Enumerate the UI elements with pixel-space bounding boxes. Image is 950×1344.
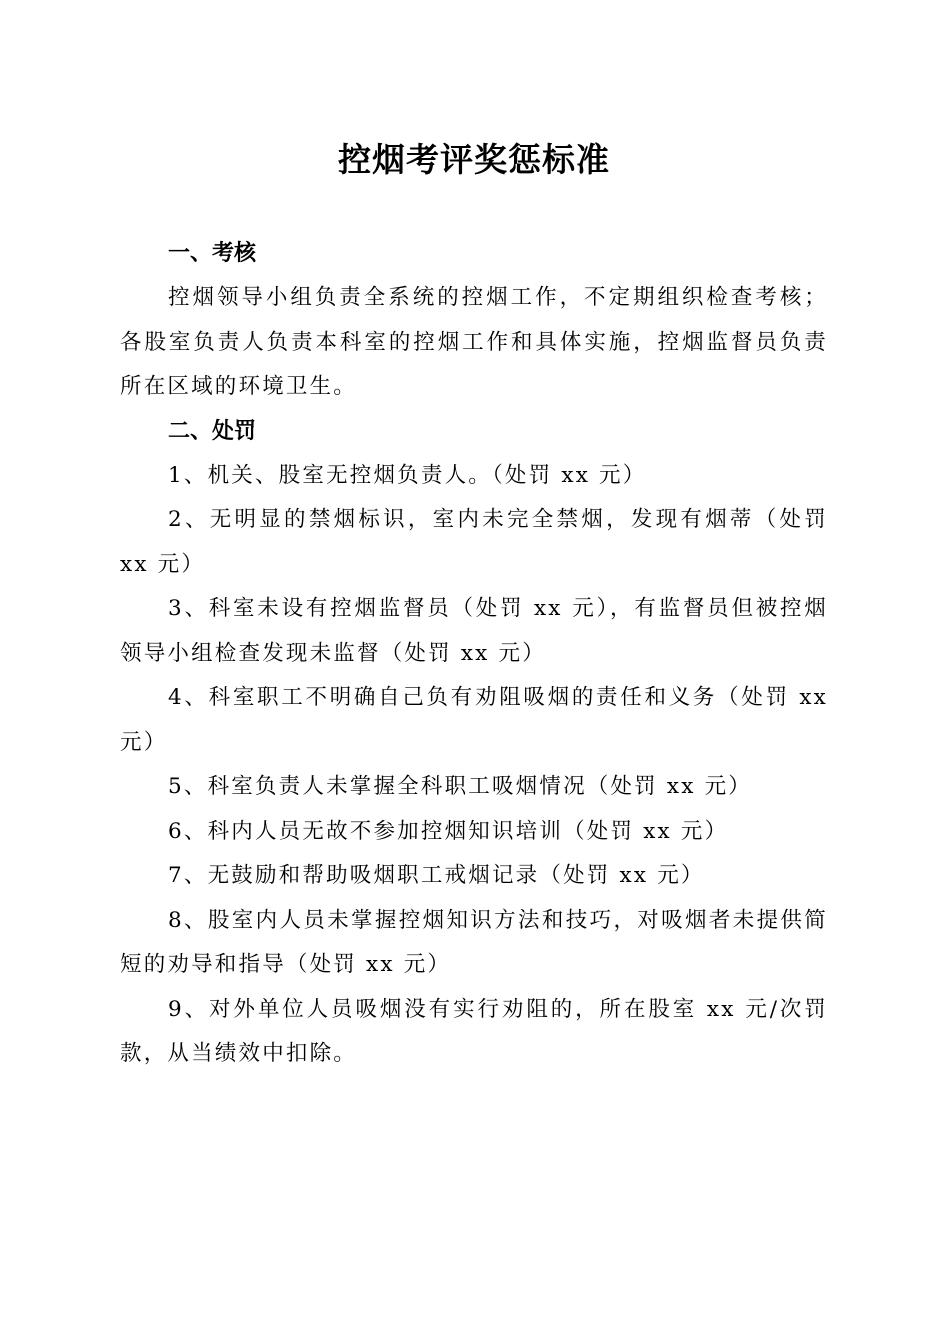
penalty-item-5: 5、科室负责人未掌握全科职工吸烟情况（处罚 xx 元） [168,774,753,799]
section-heading-penalty: 二、处罚 [168,418,257,444]
penalty-item-8: 8、股室内人员未掌握控烟知识方法和技巧，对吸烟者未提供简短的劝导和指导（处罚 xx 元） [120,907,828,977]
penalty-item-2: 2、无明显的禁烟标识，室内未完全禁烟，发现有烟蒂（处罚 xx 元） [120,507,828,577]
assessment-paragraph: 控烟领导小组负责全系统的控烟工作，不定期组织检查考核；各股室负责人负责本科室的控烟工作和具体实施，控烟监督员负责所在区域的环境卫生。 [120,285,828,399]
penalty-item-3: 3、科室未设有控烟监督员（处罚 xx 元），有监督员但被控烟领导小组检查发现未监督（处罚 xx 元） [120,596,828,666]
section-heading-assessment: 一、考核 [168,241,257,266]
penalty-item-4: 4、科室职工不明确自己负有劝阻吸烟的责任和义务（处罚 xx 元） [120,685,828,755]
document-title: 控烟考评奖惩标准 [338,140,610,179]
penalty-item-9: 9、对外单位人员吸烟没有实行劝阻的，所在股室 xx 元/次罚款，从当绩效中扣除。 [120,996,828,1066]
penalty-item-7: 7、无鼓励和帮助吸烟职工戒烟记录（处罚 xx 元） [168,863,705,888]
document-page [120,0,828,1077]
penalty-item-6: 6、科内人员无故不参加控烟知识培训（处罚 xx 元） [168,818,729,844]
penalty-item-1: 1、机关、股室无控烟负责人。（处罚 xx 元） [168,462,647,488]
